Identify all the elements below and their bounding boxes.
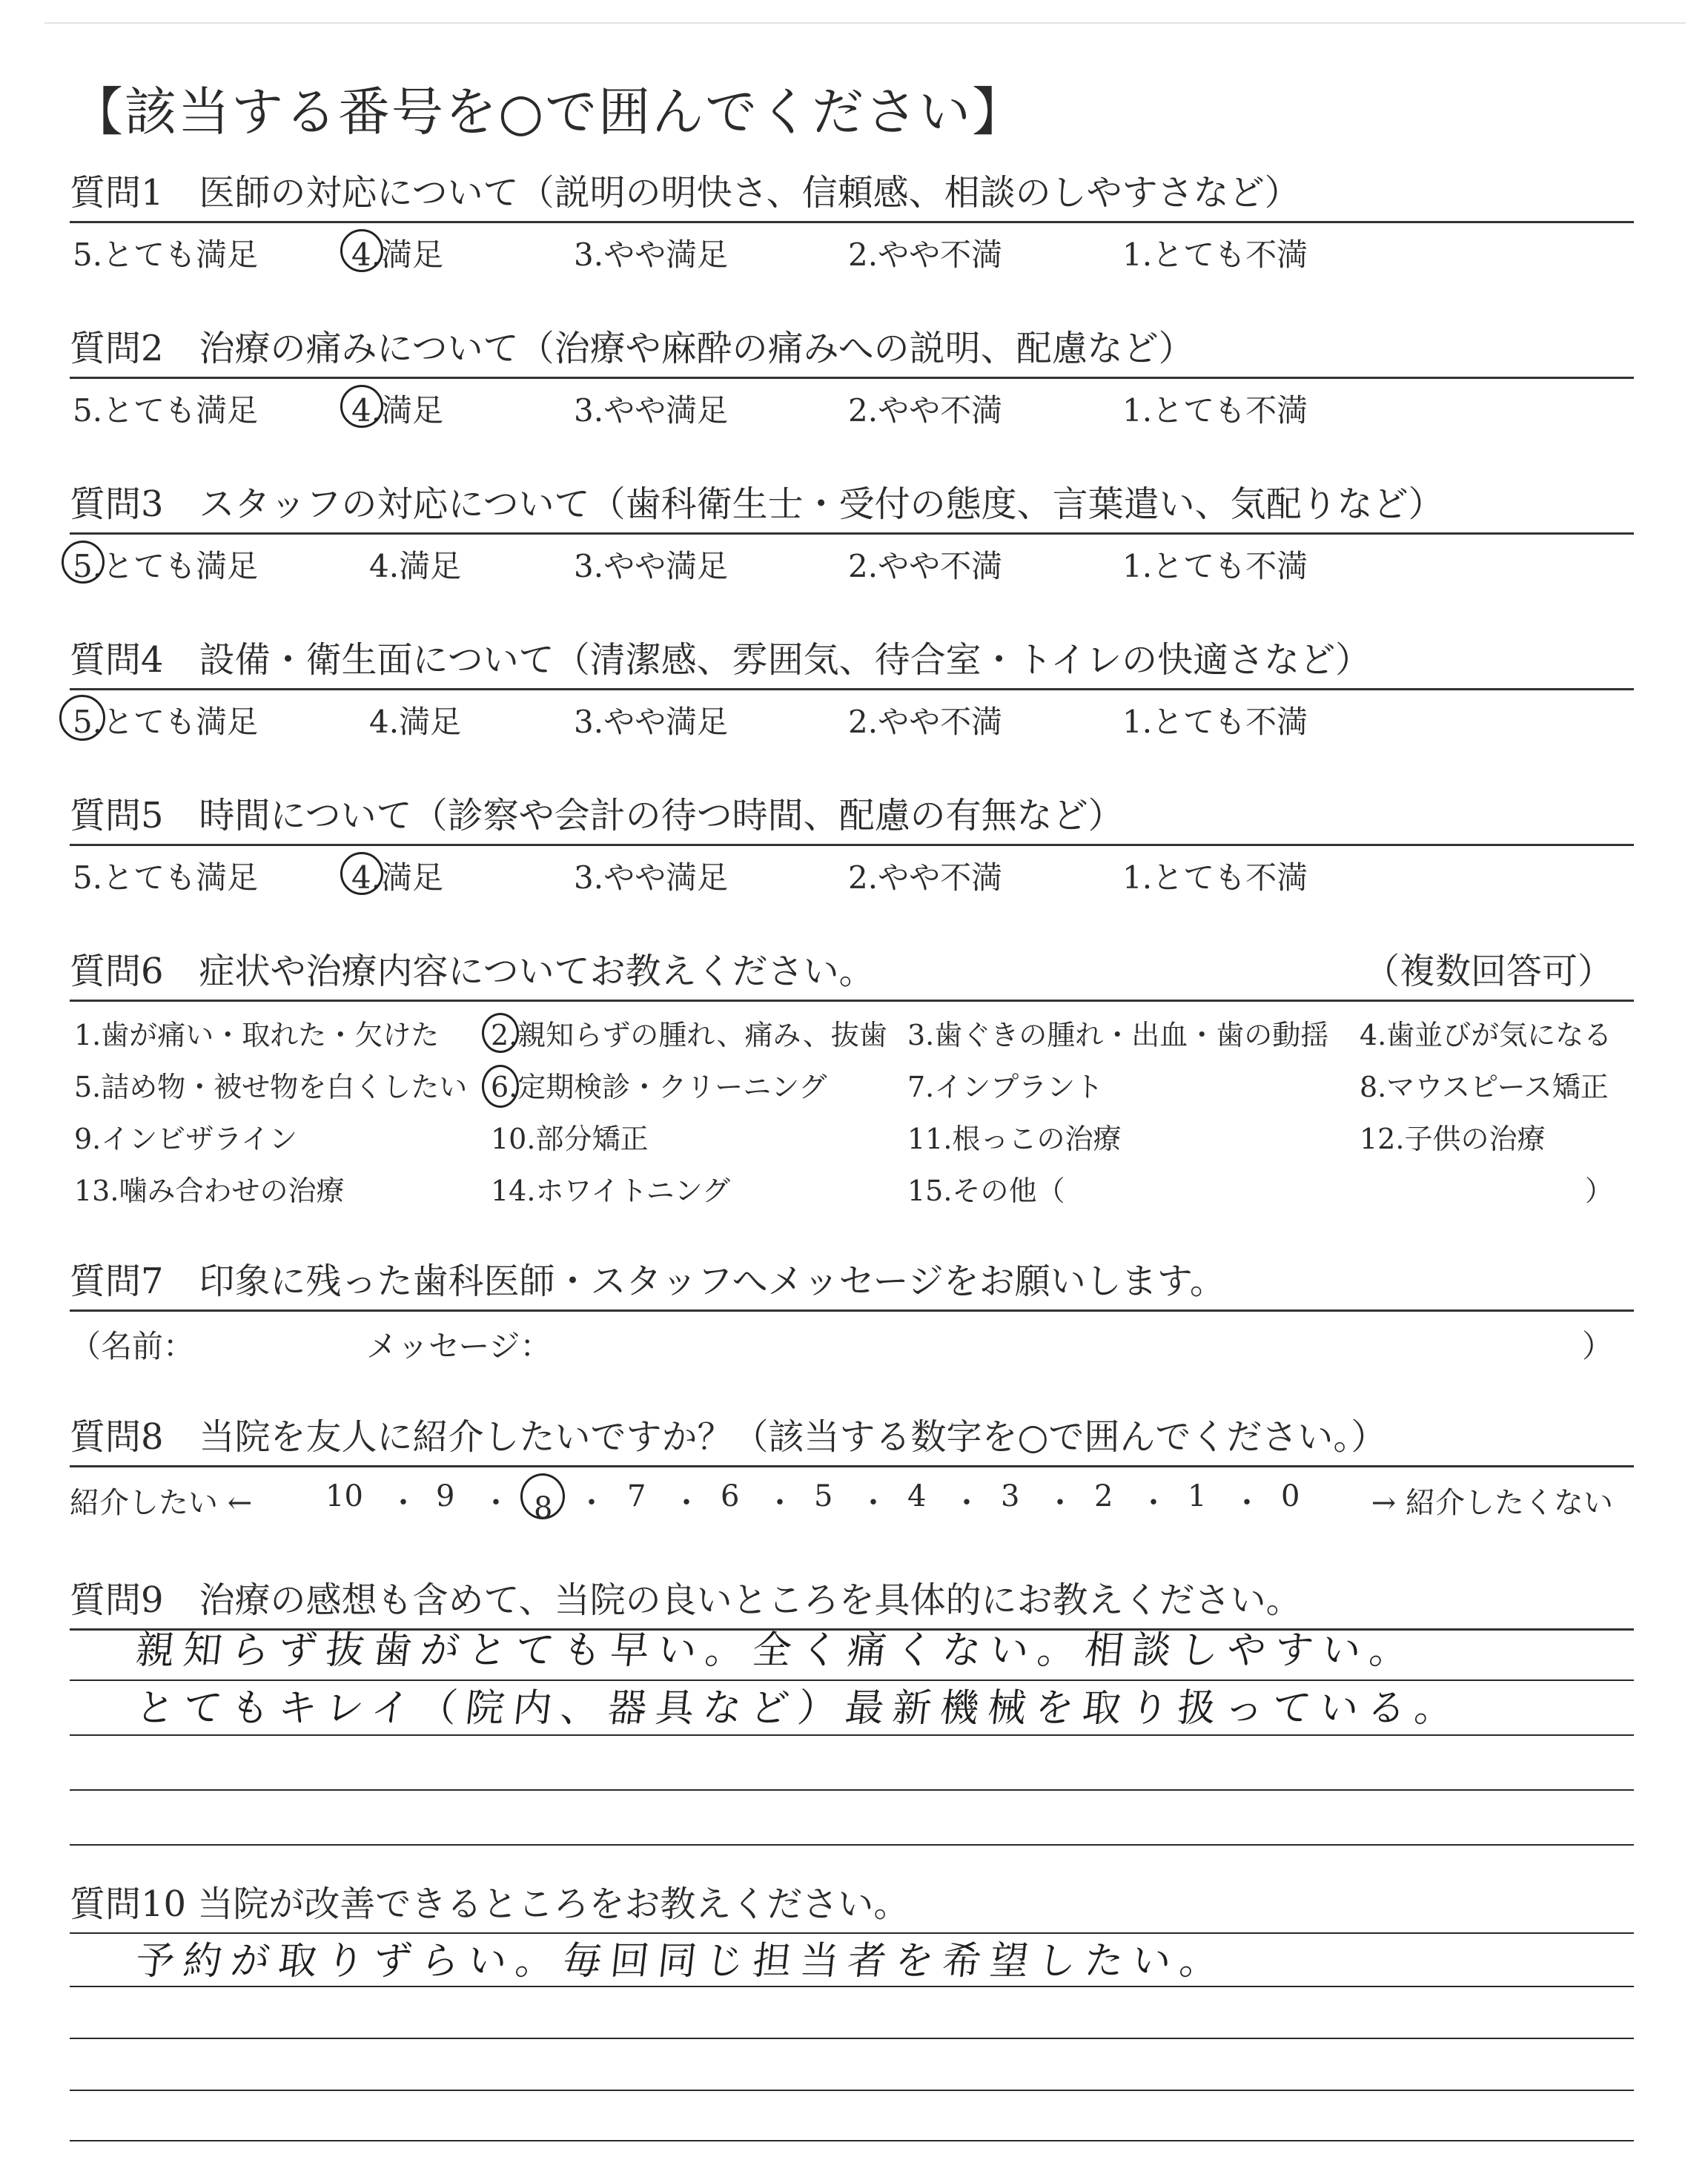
answer-area[interactable] [70, 1934, 1634, 2156]
handwritten-line: 親知らず抜歯がとても早い。全く痛くない。相談しやすい。 [133, 1628, 1420, 1673]
scale-separator: ・ [388, 1486, 418, 1520]
question-header [70, 157, 1634, 223]
question-header [70, 313, 1634, 379]
symptom-option-10[interactable]: 10.部分矯正 [491, 1123, 649, 1155]
option-5[interactable]: 5.とても満足 [73, 698, 258, 742]
selection-circle [62, 541, 105, 584]
question-2 [70, 313, 1634, 428]
question-header [70, 936, 1634, 1002]
option-3[interactable]: 3.やや満足 [574, 704, 729, 740]
question-3 [70, 469, 1634, 584]
question-header [70, 624, 1634, 690]
selection-circle [340, 229, 383, 272]
question-title: 質問2 治療の痛みについて（治療や麻酔の痛みへの説明、配慮など） [70, 328, 1194, 369]
recommendation-scale: 紹介したい ← 10 ・ 9 ・ 8 ・ 7 ・ 6 ・ 5 ・ 4 ・ 3 ・ 2 ・ 1 ・ 0 → 紹介したくない [70, 1467, 1634, 1527]
question-4 [70, 624, 1634, 739]
scale-separator: ・ [765, 1486, 795, 1520]
option-4[interactable]: 4.満足 [351, 231, 443, 275]
question-header [70, 469, 1634, 535]
symptom-option-14[interactable]: 14.ホワイトニング [491, 1175, 731, 1207]
scale-0[interactable]: 0 [1281, 1479, 1300, 1513]
top-border [44, 22, 1686, 24]
option-3[interactable]: 3.やや満足 [574, 392, 729, 429]
scale-left-label: 紹介したい ← [70, 1486, 253, 1520]
other-close-paren: ） [1584, 1175, 1613, 1207]
scale-10[interactable]: 10 [325, 1479, 363, 1513]
option-5[interactable]: 5.とても満足 [73, 392, 259, 429]
question-title: 質問5 時間について（診察や会計の待つ時間、配慮の有無など） [70, 795, 1124, 836]
selection-circle [340, 852, 383, 895]
scale-separator: ・ [1045, 1486, 1075, 1520]
question-title: 質問4 設備・衛生面について（清潔感、雰囲気、待合室・トイレの快適さなど） [70, 639, 1371, 681]
symptom-option-9[interactable]: 9.インビザライン [74, 1123, 298, 1155]
ruled-line [70, 2090, 1634, 2091]
scale-separator: ・ [577, 1486, 606, 1520]
question-title: 質問1 医師の対応について（説明の明快さ、信頼感、相談のしやすさなど） [70, 172, 1300, 214]
scale-4[interactable]: 4 [907, 1479, 927, 1513]
question-title: 質問6 症状や治療内容についてお教えください。 [70, 951, 875, 992]
option-1[interactable]: 1.とても不満 [1122, 237, 1308, 273]
ruled-line [70, 1734, 1634, 1736]
option-5[interactable]: 5.とても満足 [73, 237, 259, 273]
question-header [70, 1869, 1634, 1934]
option-4[interactable]: 4.満足 [351, 386, 443, 431]
option-3[interactable]: 3.やや満足 [574, 859, 729, 896]
scale-3[interactable]: 3 [1001, 1479, 1020, 1513]
question-7 [70, 1246, 1634, 1364]
question-header [70, 1401, 1634, 1467]
question-title: 質問8 当院を友人に紹介したいですか？（該当する数字を○で囲んでください。） [70, 1416, 1387, 1458]
question-title: 質問9 治療の感想も含めて、当院の良いところを具体的にお教えください。 [70, 1579, 1302, 1621]
option-1[interactable]: 1.とても不満 [1122, 548, 1308, 584]
scale-6[interactable]: 6 [721, 1479, 740, 1513]
question-1 [70, 157, 1634, 272]
symptom-option-8[interactable]: 8.マウスピース矯正 [1360, 1071, 1609, 1103]
option-4[interactable]: 4.満足 [369, 704, 462, 740]
handwritten-line: とてもキレイ（院内、器具など）最新機械を取り扱っている。 [133, 1686, 1465, 1731]
scale-separator: ・ [1139, 1486, 1168, 1520]
symptom-option-11[interactable]: 11.根っこの治療 [907, 1123, 1122, 1155]
option-2[interactable]: 2.やや不満 [848, 704, 1003, 740]
message-close-paren: ） [1581, 1328, 1613, 1364]
option-2[interactable]: 2.やや不満 [848, 392, 1003, 429]
selection-circle [482, 1013, 519, 1053]
symptom-option-6[interactable]: 6.定期検診・クリーニング [491, 1064, 827, 1105]
handwritten-line: 予約が取りずらい。毎回同じ担当者を希望したい。 [133, 1939, 1230, 1984]
question-title: 質問7 印象に残った歯科医師・スタッフへメッセージをお願いします。 [70, 1261, 1225, 1302]
option-3[interactable]: 3.やや満足 [574, 237, 729, 273]
question-5 [70, 780, 1634, 895]
scale-separator: ・ [1232, 1486, 1262, 1520]
scale-right-label: → 紹介したくない [1371, 1486, 1613, 1520]
question-9 [70, 1565, 1634, 1920]
symptom-option-13[interactable]: 13.噛み合わせの治療 [74, 1175, 345, 1207]
ruled-line [70, 2140, 1634, 2141]
rating-options [70, 846, 1634, 895]
symptom-option-3[interactable]: 3.歯ぐきの腫れ・出血・歯の動揺 [907, 1019, 1329, 1051]
rating-options [70, 223, 1634, 272]
question-header [70, 1246, 1634, 1312]
scale-separator: ・ [952, 1486, 982, 1520]
ruled-line [70, 1789, 1634, 1791]
symptom-option-2[interactable]: 2.親知らずの腫れ、痛み、抜歯 [491, 1012, 887, 1053]
option-5[interactable]: 5.とても満足 [73, 542, 258, 587]
option-2[interactable]: 2.やや不満 [848, 237, 1003, 273]
option-4[interactable]: 4.満足 [351, 853, 443, 898]
message-label: メッセージ： [366, 1328, 552, 1364]
scale-separator: ・ [858, 1486, 888, 1520]
symptom-option-15[interactable]: 15.その他（ [907, 1175, 1065, 1207]
option-3[interactable]: 3.やや満足 [574, 548, 729, 584]
option-2[interactable]: 2.やや不満 [848, 548, 1003, 584]
message-row [70, 1312, 1634, 1364]
option-2[interactable]: 2.やや不満 [848, 859, 1003, 896]
symptom-options [70, 1002, 1634, 1217]
multiple-answers-note: （複数回答可） [1363, 951, 1613, 992]
scale-5[interactable]: 5 [814, 1479, 833, 1513]
ruled-line [70, 2038, 1634, 2039]
rating-options [70, 379, 1634, 428]
option-5[interactable]: 5.とても満足 [73, 859, 259, 896]
scale-2[interactable]: 2 [1094, 1479, 1113, 1513]
ruled-line [70, 1844, 1634, 1846]
scale-separator: ・ [481, 1486, 511, 1520]
symptom-option-5[interactable]: 5.詰め物・被せ物を白くしたい [74, 1071, 468, 1103]
question-title: 質問3 スタッフの対応について（歯科衛生士・受付の態度、言葉遣い、気配りなど） [70, 483, 1444, 525]
selection-circle [482, 1065, 519, 1108]
question-10 [70, 1869, 1634, 2156]
option-1[interactable]: 1.とても不満 [1122, 392, 1308, 429]
selection-circle [59, 695, 105, 741]
question-header [70, 780, 1634, 846]
symptom-option-4[interactable]: 4.歯並びが気になる [1360, 1019, 1612, 1051]
scale-9[interactable]: 9 [436, 1479, 455, 1513]
question-title: 質問10 当院が改善できるところをお教えください。 [70, 1883, 910, 1925]
option-1[interactable]: 1.とても不満 [1122, 704, 1308, 740]
symptom-option-1[interactable]: 1.歯が痛い・取れた・欠けた [74, 1019, 440, 1051]
rating-options [70, 690, 1634, 739]
question-6 [70, 936, 1634, 1217]
scale-1[interactable]: 1 [1188, 1479, 1207, 1513]
name-label: （名前： [70, 1328, 195, 1364]
page-title: 【該当する番号を○で囲んでください】 [71, 82, 1026, 142]
selection-circle [340, 385, 383, 428]
option-4[interactable]: 4.満足 [369, 548, 462, 584]
option-1[interactable]: 1.とても不満 [1122, 859, 1308, 896]
question-8 [70, 1401, 1634, 1527]
scale-separator: ・ [672, 1486, 701, 1520]
ruled-line [70, 1986, 1634, 1987]
symptom-option-7[interactable]: 7.インプラント [907, 1071, 1104, 1103]
rating-options [70, 535, 1634, 584]
symptom-option-12[interactable]: 12.子供の治療 [1360, 1123, 1546, 1155]
scale-7[interactable]: 7 [627, 1479, 646, 1513]
